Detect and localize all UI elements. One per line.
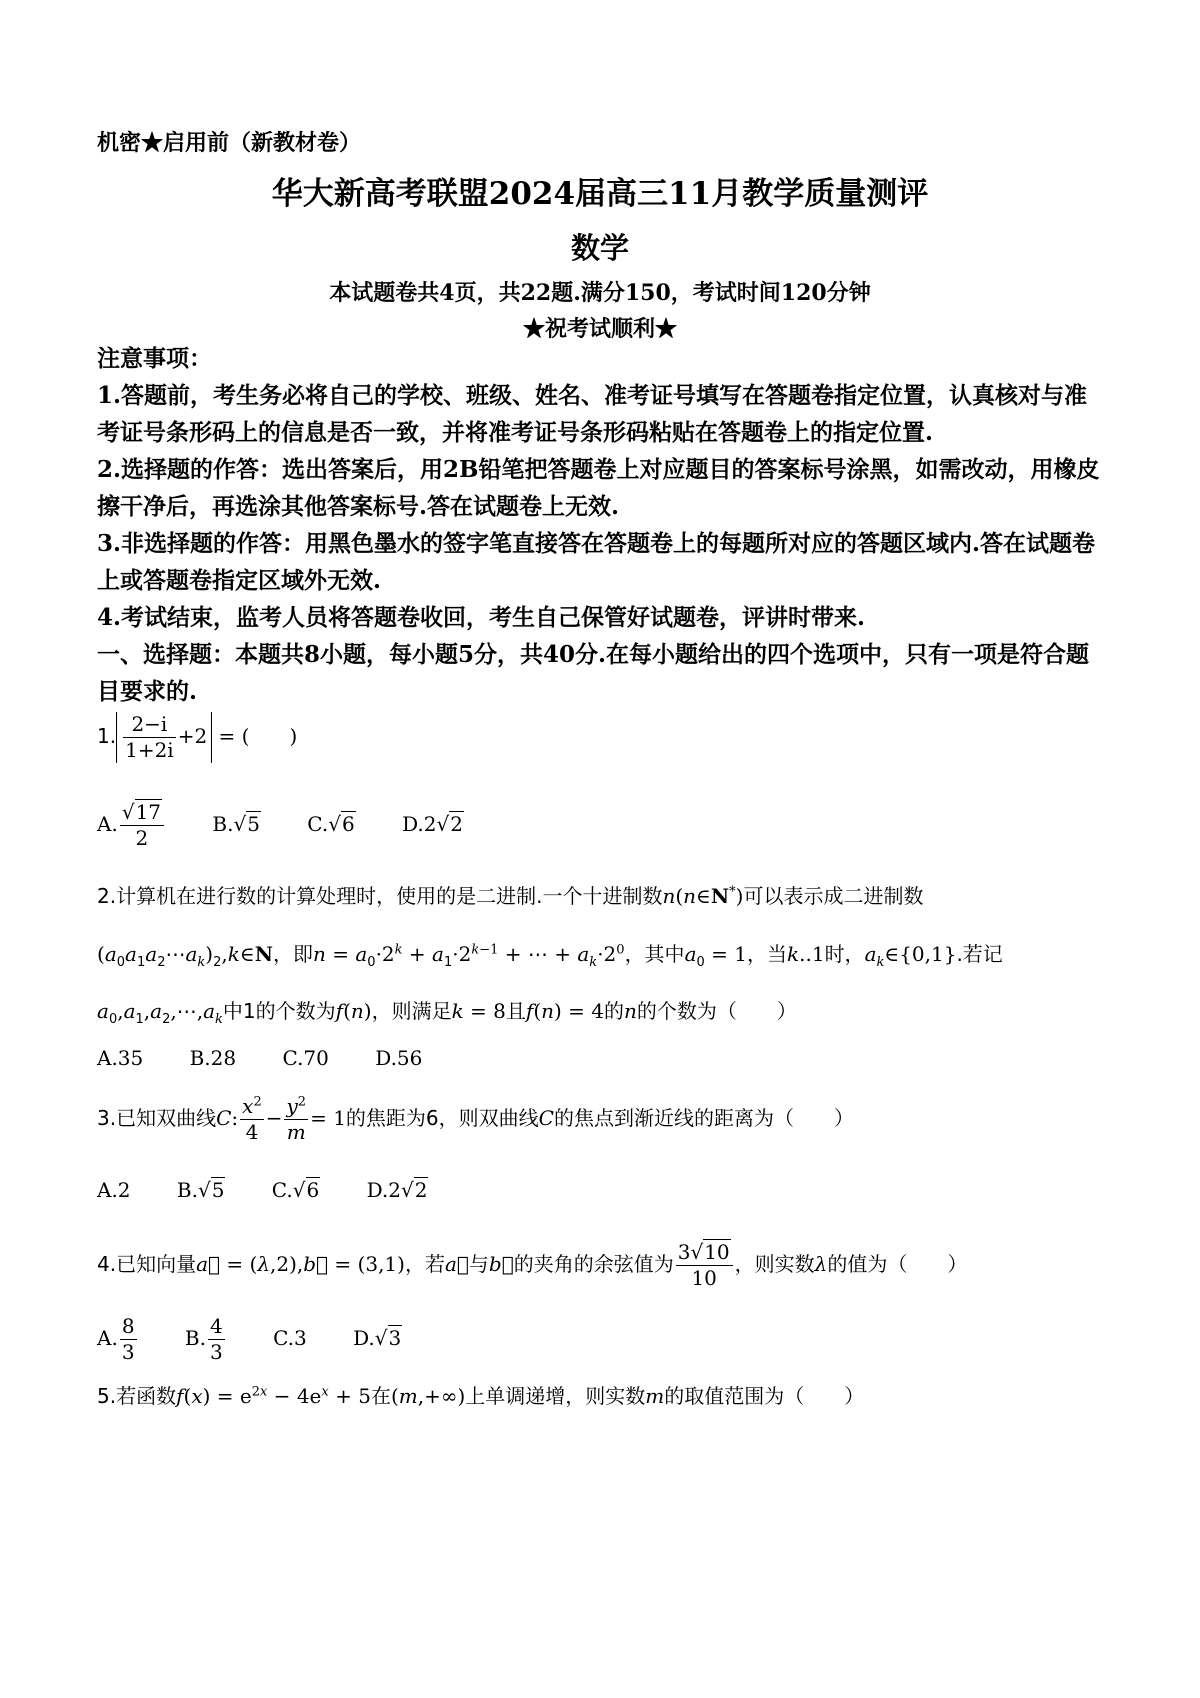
q1-options (97, 800, 504, 851)
q1-option-d-radicand: 2 (450, 812, 463, 836)
q1-tail: = ( ) (218, 724, 298, 748)
q4-text-f: 的值为（ ） (827, 1252, 968, 1276)
q5-text-a: 5.若函数 (97, 1384, 177, 1408)
q4-text-c: 与 (468, 1252, 489, 1276)
exam-wish: ★祝考试顺利★ (522, 316, 677, 342)
q4-text-e: ，则实数 (734, 1252, 815, 1276)
q2-line-2: $(a_0a_1a_2\cdots a_k)_2,k\in N$，即$n = a_0\cdot 2^k + a_1\cdot 2^{k-1}$ + ⋯ + $a_k\cdot 2^0$，其中$a_0 = 1$，当k..1时，$a_k\in\{0,1\}$.若记 (97, 942, 1003, 970)
question-1 (97, 712, 297, 763)
q3-option-d-radicand: 2 (414, 1178, 428, 1202)
q1-option-a-denominator: 2 (135, 826, 149, 850)
q4-option-c: C.3 (273, 1326, 307, 1350)
q3-option-c-radicand: 6 (306, 1178, 320, 1202)
q5-text-b: 在 (370, 1384, 391, 1408)
q1-option-c-label: C. (307, 812, 329, 836)
subject-title: 数学 (570, 231, 629, 265)
q3-text-a: 3.已知双曲线 (97, 1106, 217, 1130)
q1-number: 1. (97, 724, 117, 748)
q2-options (97, 1046, 462, 1070)
q4-option-b-label: B. (184, 1326, 206, 1350)
q1-option-c-radicand: 6 (341, 812, 355, 836)
q4-option-a-label: A. (97, 1326, 118, 1350)
q2-option-c: C.70 (282, 1046, 329, 1070)
q1-option-d: D.2√2 (402, 812, 463, 836)
q4-text-d: 的夹角的余弦值为 (513, 1252, 674, 1276)
q2-option-a: A.35 (97, 1046, 144, 1070)
q3-fraction-x: $\frac{x^2}{4}$ (242, 1094, 262, 1144)
q1-plus-two: +2 (177, 724, 208, 748)
q4-option-d-label: D. (353, 1326, 375, 1350)
q4-option-a-numerator: 8 (121, 1314, 135, 1338)
q4-option-d-radicand: 3 (388, 1326, 402, 1350)
q1-option-a-numerator: √17 (120, 800, 164, 826)
q1-option-c: C.√6 (307, 812, 355, 836)
q2-text-l: 的个数为（ ） (636, 999, 797, 1023)
exam-title: 华大新高考联盟2024届高三11月教学质量测评 (271, 176, 929, 212)
q1-option-a-fraction (120, 800, 164, 851)
q1-fraction (123, 712, 176, 763)
q3-option-a: A.2 (97, 1178, 131, 1202)
q1-option-b-label: B. (212, 812, 234, 836)
q2-line-1: 2.计算机在进行数的计算处理时，使用的是二进制.一个十进制数n(n∈N*)可以表示成二进制数 (97, 884, 924, 908)
q2-text-j: 且 (505, 999, 526, 1023)
question-3: 3.已知双曲线C: $\frac{x^2}{4}$ − $\frac{y^2}{m}$ = 1的焦距为6，则双曲线C的焦点到渐近线的距离为（ ） (97, 1094, 854, 1144)
section-heading: 一、选择题：本题共8小题，每小题5分，共40分.在每小题给出的四个选项中，只有一项是符合题目要求的. (97, 641, 1090, 705)
q4-fraction-denominator: 10 (691, 1266, 717, 1290)
q2-line-3: $a_0,a_1,a_2,\cdots,a_k$中1的个数为f(n)，则满足k = 8且f(n) = 4的n的个数为（ ） (97, 999, 797, 1027)
q3-option-b-label: B. (176, 1178, 198, 1202)
q1-option-a-label: A. (97, 812, 118, 836)
exam-info: 本试题卷共4页，共22题.满分150，考试时间120分钟 (329, 280, 871, 306)
q4-fraction: $\frac{3√10}{10}$ (676, 1240, 733, 1291)
q3-text-c: 的焦点到渐近线的距离为（ ） (553, 1106, 854, 1130)
q3-option-c: C.√6 (271, 1178, 320, 1202)
q2-text-d: ，其中 (624, 942, 685, 966)
question-4: 4.已知向量a⃗ = (λ,2),b⃗ = (3,1)，若a⃗与b⃗的夹角的余弦值为 $\frac{3√10}{10}$ ，则实数λ的值为（ ） (97, 1240, 968, 1290)
notice-heading: 注意事项： (97, 345, 212, 372)
q2-option-b: B.28 (189, 1046, 237, 1070)
notice-item-2: 2.选择题的作答：选出答案后，用2B铅笔把答题卷上对应题目的答案标号涂黑，如需改动，用橡皮擦干净后，再选涂其他答案标号.答在试题卷上无效. (97, 456, 1100, 520)
q2-text-c: ，即 (272, 942, 313, 966)
q4-option-a (97, 1314, 139, 1365)
q4-option-b-denominator: 3 (209, 1340, 223, 1364)
notice-block (97, 340, 1107, 710)
q2-text-b: 可以表示成二进制数 (743, 884, 924, 908)
q4-text-b: ，若 (404, 1252, 445, 1276)
q1-option-b-radicand: 5 (247, 812, 260, 836)
q5-text-c: 上单调递增，则实数 (465, 1384, 646, 1408)
q3-option-d-label: D.2 (366, 1178, 401, 1202)
q1-absolute-value (116, 712, 212, 763)
q4-option-a-denominator: 3 (121, 1340, 135, 1364)
question-5: 5.若函数$f(x) = e^{2x} - 4e^x + 5$在(m,+∞)上单调递增，则实数m的取值范围为（ ） (97, 1384, 865, 1408)
q3-text-b: 的焦距为6，则双曲线 (345, 1106, 539, 1130)
q2-text-e: ，当 (746, 942, 787, 966)
q2-text-g: .若记 (956, 942, 1003, 966)
q4-options (97, 1314, 442, 1365)
confidential-label: 机密★启用前（新教材卷） (97, 130, 362, 156)
q1-option-d-label: D.2 (402, 812, 437, 836)
q2-text-i: ，则满足 (371, 999, 452, 1023)
q3-option-b: B.√5 (176, 1178, 225, 1202)
q3-options (97, 1178, 468, 1202)
q2-text-f: 时， (824, 942, 865, 966)
q3-option-b-radicand: 5 (211, 1178, 225, 1202)
q1-option-a-radicand: 17 (135, 800, 162, 824)
q3-option-c-label: C. (271, 1178, 293, 1202)
q4-text-a: 4.已知向量 (97, 1252, 197, 1276)
q4-option-b (185, 1314, 227, 1365)
q4-option-d: D.√3 (353, 1326, 402, 1350)
q1-option-b: B.√5 (212, 812, 260, 836)
q2-text-k: 的 (604, 999, 625, 1023)
q3-option-d: D.2√2 (366, 1178, 428, 1202)
q5-text-d: 的取值范围为（ ） (664, 1384, 865, 1408)
q2-text-h: 中1的个数为 (222, 999, 336, 1023)
q1-numerator: 2−i (123, 712, 176, 738)
q4-fraction-coefficient: 3 (677, 1240, 691, 1264)
q4-option-b-numerator: 4 (209, 1314, 223, 1338)
q1-denominator: 1+2i (125, 738, 174, 762)
q1-option-a (97, 800, 166, 851)
q3-fraction-y: $\frac{y^2}{m}$ (286, 1094, 307, 1144)
q4-fraction-radicand: 10 (704, 1240, 730, 1264)
notice-item-4: 4.考试结束，监考人员将答题卷收回，考生自己保管好试题卷，评讲时带来. (97, 604, 866, 631)
q2-text-a: 2.计算机在进行数的计算处理时，使用的是二进制.一个十进制数 (97, 884, 663, 908)
q2-option-d: D.56 (375, 1046, 423, 1070)
notice-item-3: 3.非选择题的作答：用黑色墨水的签字笔直接答在答题卷上的每题所对应的答题区域内.答在试题卷上或答题卷指定区域外无效. (97, 530, 1096, 594)
notice-item-1: 1.答题前，考生务必将自己的学校、班级、姓名、准考证号填写在答题卷指定位置，认真核对与准考证号条形码上的信息是否一致，并将准考证号条形码粘贴在答题卷上的指定位置. (97, 382, 1088, 446)
